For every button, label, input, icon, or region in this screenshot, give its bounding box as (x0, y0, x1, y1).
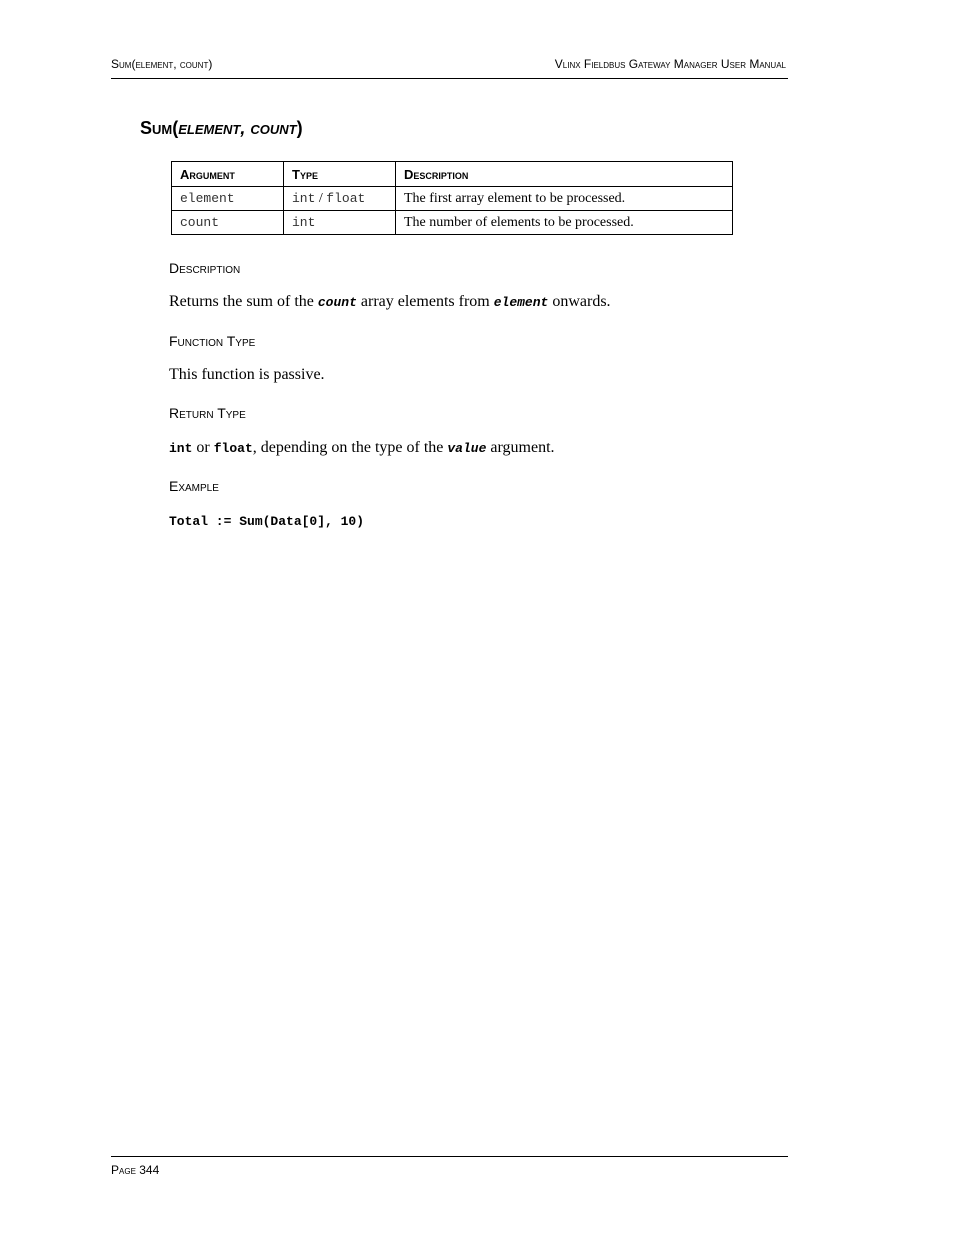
description-cell: The first array element to be processed. (396, 187, 733, 211)
description-heading: Description (169, 260, 241, 276)
page-number: 344 (139, 1163, 160, 1177)
function-title (140, 118, 303, 139)
type-secondary: float (326, 190, 366, 206)
example-heading: Example (169, 478, 219, 494)
type-primary: int (292, 190, 316, 206)
type-cell (284, 187, 396, 211)
column-header-argument: Argument (172, 162, 284, 187)
description-text-part: onwards. (548, 293, 611, 310)
code-element: element (493, 295, 549, 310)
function-args: element, count (178, 118, 297, 138)
argument-cell (172, 187, 284, 211)
return-type-heading: Return Type (169, 405, 246, 421)
function-type-heading: Function Type (169, 333, 256, 349)
arguments-table (171, 161, 733, 235)
type-cell (284, 211, 396, 235)
return-type-text-part: or (192, 439, 214, 456)
function-type-text: This function is passive. (169, 366, 325, 383)
type-primary: int (292, 214, 316, 230)
description-cell: The number of elements to be processed. (396, 211, 733, 235)
function-close: ) (296, 118, 303, 138)
header-section-title: Sum(element, count) (111, 57, 213, 71)
type-separator: / (315, 190, 327, 206)
code-value: value (447, 441, 487, 456)
code-float: float (213, 441, 253, 456)
header-manual-title: Vlinx Fieldbus Gateway Manager User Manual (554, 57, 786, 71)
description-text-part: array elements from (356, 293, 494, 310)
function-name: Sum( (140, 118, 179, 138)
table-row (172, 211, 733, 235)
return-type-text-part: argument. (486, 439, 555, 456)
code-int: int (169, 441, 193, 456)
argument-name: element (180, 190, 235, 206)
page-label: Page (111, 1163, 136, 1177)
return-type-text-part: , depending on the type of the (252, 439, 448, 456)
column-header-type: Type (284, 162, 396, 187)
page-footer (111, 1156, 788, 1177)
return-type-text (169, 439, 555, 457)
description-text (169, 293, 611, 311)
description-text-part: Returns the sum of the (169, 293, 318, 310)
table-row (172, 187, 733, 211)
example-code: Total := Sum(Data[0], 10) (169, 514, 365, 529)
column-header-description: Description (396, 162, 733, 187)
table-header-row (172, 162, 733, 187)
argument-cell (172, 211, 284, 235)
argument-name: count (180, 214, 220, 230)
code-count: count (317, 295, 357, 310)
page-header (111, 56, 788, 79)
